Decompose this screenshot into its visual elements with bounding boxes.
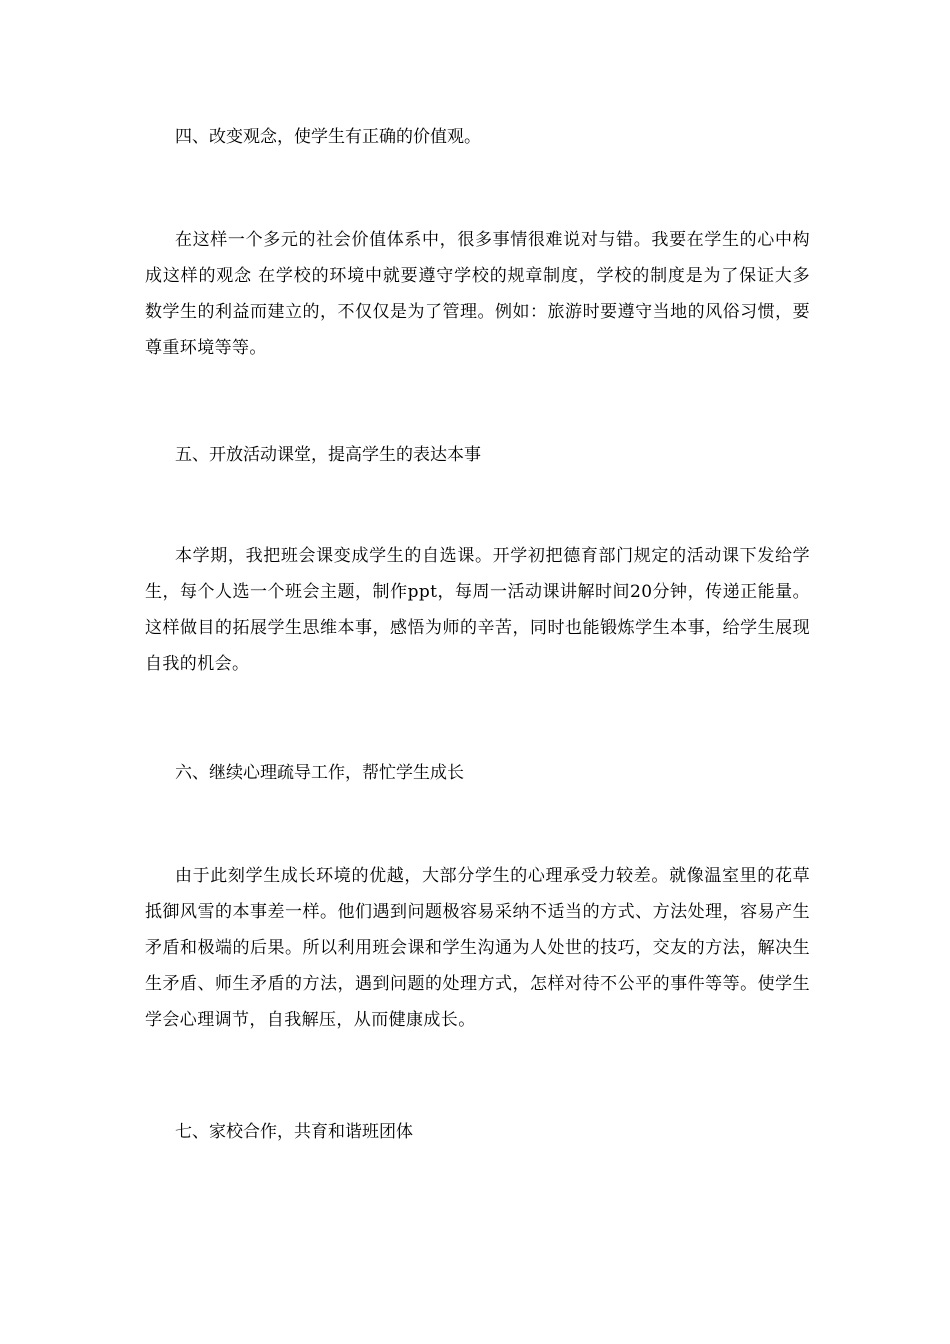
section-paragraph-6: 由于此刻学生成长环境的优越，大部分学生的心理承受力较差。就像温室里的花草抵御风雪的本事差一样。他们遇到问题极容易采纳不适当的方式、方法处理，容易产生矛盾和极端的后果。所以利用班会课和学生沟通为人处世的技巧，交友的方法，解决生生矛盾、师生矛盾的方法，遇到问题的处理方式，怎样对待不公平的事件等等。使学生学会心理调节，自我解压，从而健康成长。: [145, 866, 810, 1030]
section-heading-6: 六、继续心理疏导工作，帮忙学生成长: [175, 763, 464, 783]
section-paragraph-5: 本学期，我把班会课变成学生的自选课。开学初把德育部门规定的活动课下发给学生，每个人选一个班会主题，制作ppt，每周一活动课讲解时间20分钟，传递正能量。这样做目的拓展学生思维本事，感悟为师的辛苦，同时也能锻炼学生本事，给学生展现自我的机会。: [145, 546, 810, 674]
section-heading-4: 四、改变观念，使学生有正确的价值观。: [175, 127, 481, 147]
section-paragraph-4: 在这样一个多元的社会价值体系中，很多事情很难说对与错。我要在学生的心中构成这样的观念 在学校的环境中就要遵守学校的规章制度，学校的制度是为了保证大多数学生的利益而建立的，不仅仅是为了管理。例如：旅游时要遵守当地的风俗习惯，要尊重环境等等。: [145, 230, 810, 358]
section-heading-7: 七、家校合作，共育和谐班团体: [175, 1122, 413, 1142]
section-heading-5: 五、开放活动课堂，提高学生的表达本事: [175, 445, 481, 465]
